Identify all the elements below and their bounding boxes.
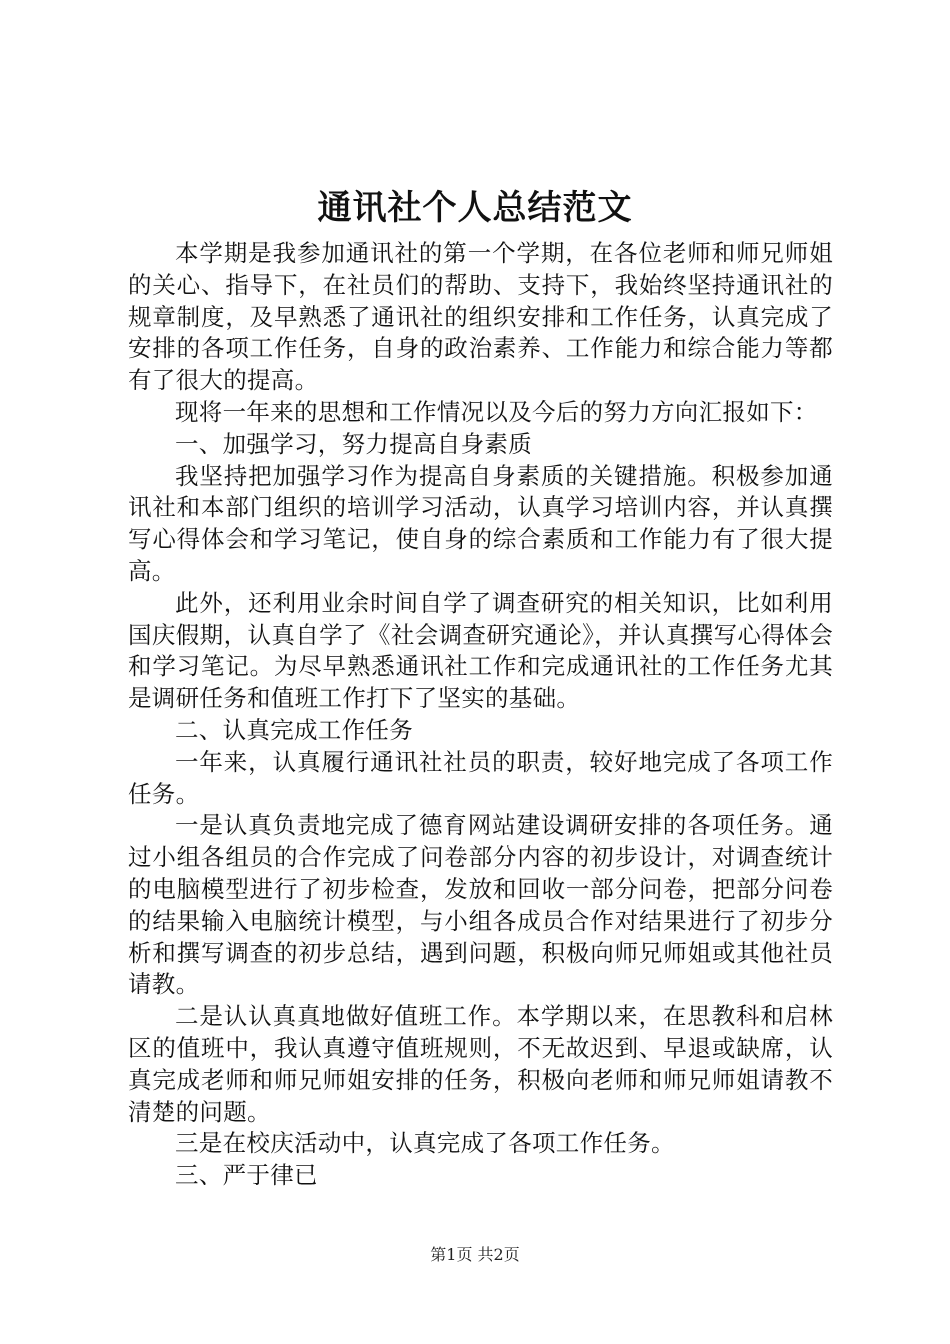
section-heading-3: 三、严于律已 xyxy=(175,1161,318,1190)
paragraph-task-three: 三是在校庆活动中，认真完成了各项工作任务。 xyxy=(175,1129,675,1158)
paragraph-intro: 本学期是我参加通讯社的第一个学期，在各位老师和师兄师姐的关心、指导下，在社员们的帮助、支持下，我始终坚持通讯社的规章制度，及早熟悉了通讯社的组织安排和工作任务，认真完成了安排的各项工作任务，自身的政治素养、工作能力和综合能力等都有了很大的提高。 xyxy=(128,239,833,395)
page-footer: 第1页 共2页 xyxy=(430,1245,520,1264)
paragraph-self-study: 此外，还利用业余时间自学了调查研究的相关知识，比如利用国庆假期，认真自学了《社会调查研究通论》，并认真撰写心得体会和学习笔记。为尽早熟悉通讯社工作和完成通讯社的工作任务尤其是调研任务和值班工作打下了坚实的基础。 xyxy=(128,588,833,713)
section-heading-1: 一、加强学习，努力提高自身素质 xyxy=(175,429,532,458)
paragraph-task-one: 一是认真负责地完成了德育网站建设调研安排的各项任务。通过小组各组员的合作完成了问卷部分内容的初步设计，对调查统计的电脑模型进行了初步检查，发放和回收一部分问卷，把部分问卷的结果输入电脑统计模型，与小组各成员合作对结果进行了初步分析和撰写调查的初步总结，遇到问题，积极向师兄师姐或其他社员请教。 xyxy=(128,811,833,999)
paragraph-duties: 一年来，认真履行通讯社社员的职责，较好地完成了各项工作任务。 xyxy=(128,747,833,808)
section-heading-2: 二、认真完成工作任务 xyxy=(175,715,413,744)
document-title: 通讯社个人总结范文 xyxy=(317,188,633,228)
paragraph-task-two: 二是认认真真地做好值班工作。本学期以来，在思教科和启林区的值班中，我认真遵守值班规则，不无故迟到、早退或缺席，认真完成老师和师兄师姐安排的任务，积极向老师和师兄师姐请教不清楚的问题。 xyxy=(128,1002,833,1126)
document-body xyxy=(128,238,833,1192)
paragraph-study: 我坚持把加强学习作为提高自身素质的关键措施。积极参加通讯社和本部门组织的培训学习活动，认真学习培训内容，并认真撰写心得体会和学习笔记，使自身的综合素质和工作能力有了很大提高。 xyxy=(128,461,833,585)
paragraph-report-lead: 现将一年来的思想和工作情况以及今后的努力方向汇报如下： xyxy=(175,397,818,426)
